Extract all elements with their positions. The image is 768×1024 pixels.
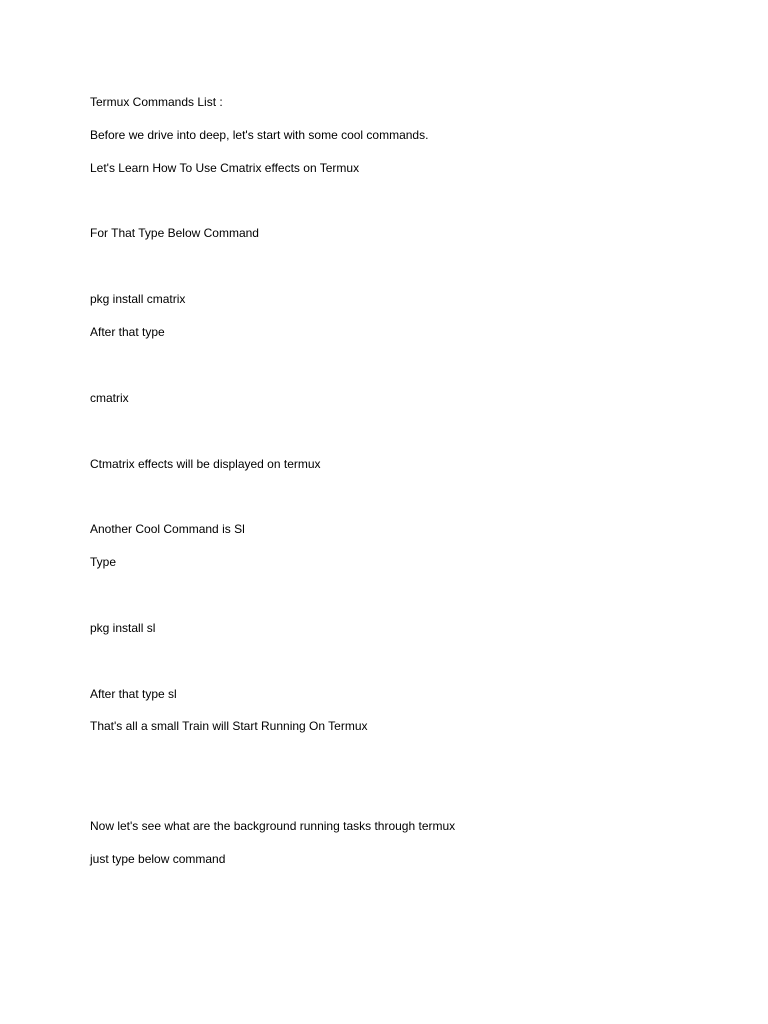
type-paragraph: Type: [90, 555, 117, 569]
after-that-paragraph: After that type: [90, 325, 165, 339]
cmatrix-result-paragraph: Ctmatrix effects will be displayed on termux: [90, 457, 321, 471]
train-result-paragraph: That's all a small Train will Start Running On Termux: [90, 719, 368, 733]
background-tasks-paragraph: Now let's see what are the background running tasks through termux: [90, 819, 456, 833]
heading-termux-commands-list: Termux Commands List :: [90, 95, 223, 109]
sl-intro-paragraph: Another Cool Command is Sl: [90, 522, 245, 536]
type-below-command-paragraph: just type below command: [90, 852, 226, 866]
command-install-sl: pkg install sl: [90, 621, 156, 635]
after-that-type-sl-paragraph: After that type sl: [90, 687, 177, 701]
type-command-paragraph: For That Type Below Command: [90, 226, 259, 240]
intro-paragraph: Before we drive into deep, let's start with some cool commands.: [90, 128, 429, 142]
command-install-cmatrix: pkg install cmatrix: [90, 292, 186, 306]
command-cmatrix: cmatrix: [90, 391, 129, 405]
cmatrix-intro-paragraph: Let's Learn How To Use Cmatrix effects on Termux: [90, 161, 360, 175]
